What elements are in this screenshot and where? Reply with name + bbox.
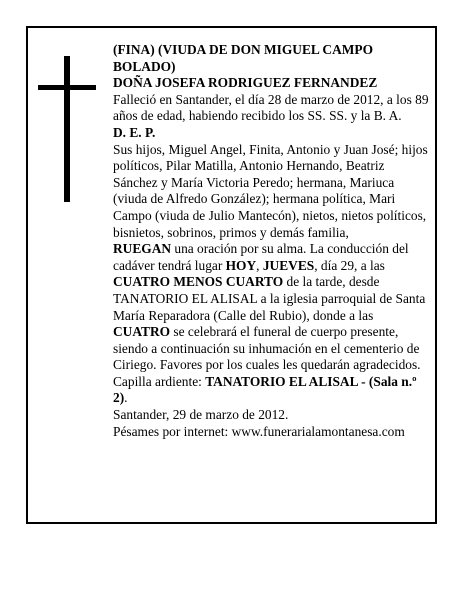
ceremony-text-4: se celebrará el funeral de cuerpo presente, siendo a continuación su inhumación en el cementerio de Ciriego. Favores por los cuales les quedarán agradecidos. Capilla ardiente: — [113, 324, 421, 389]
deceased-name-text: DOÑA JOSEFA RODRIGUEZ FERNANDEZ — [113, 75, 378, 91]
header-line-text: (FINA) (VIUDA DE DON MIGUEL CAMPO BOLADO) — [113, 42, 373, 74]
obituary-text — [113, 42, 431, 440]
ceremony-text-1: una oración por su alma. La conducción del cadáver tendrá lugar — [113, 241, 409, 273]
hoy-text: HOY — [225, 257, 257, 273]
death-notice: Falleció en Santander, el día 28 de marzo de 2012, a los 89 años de edad, habiendo recibido los SS. SS. y la B. A. — [113, 91, 429, 124]
ceremony-text-3: de la tarde, desde TANATORIO EL ALISAL a la iglesia parroquial de Santa María Reparadora (Calle del Rubio), donde a las — [113, 274, 426, 323]
chapel-location: TANATORIO EL ALISAL - (Sala n.º 2) — [113, 373, 417, 406]
cross-icon — [38, 56, 96, 202]
ceremony-text-5: . — [124, 390, 128, 406]
cross-horizontal-bar — [38, 85, 96, 90]
place-date: Santander, 29 de marzo de 2012. — [113, 407, 289, 423]
conduction-time: CUATRO MENOS CUARTO — [113, 274, 284, 290]
funeral-time: CUATRO — [113, 324, 171, 340]
ceremony-separator: , — [256, 257, 263, 273]
deceased-name — [113, 75, 431, 92]
cross-vertical-bar — [64, 56, 70, 202]
condolences-line: Pésames por internet: www.funerarialamontanesa.com — [113, 423, 405, 439]
dep-text: D. E. P. — [113, 124, 156, 140]
ruegan-text: RUEGAN — [113, 241, 172, 257]
header-line — [113, 42, 431, 75]
family-list: Sus hijos, Miguel Angel, Finita, Antonio y Juan José; hijos políticos, Pilar Matilla, Antonio Hernando, Beatriz Sánchez y María Victoria Peredo; hermana, Mariuca (viuda de Alfredo González); hermana política, Mari Campo (viuda de Julio Mantecón), nietos, nietos políticos, bisnietos, sobrinos, primos y demás familia, — [113, 141, 428, 240]
obituary-frame — [26, 26, 437, 524]
ceremony-text-2: , día 29, a las — [314, 257, 385, 273]
ceremony-details — [113, 241, 431, 407]
jueves-text: JUEVES — [262, 257, 315, 273]
dep-line — [113, 125, 431, 142]
